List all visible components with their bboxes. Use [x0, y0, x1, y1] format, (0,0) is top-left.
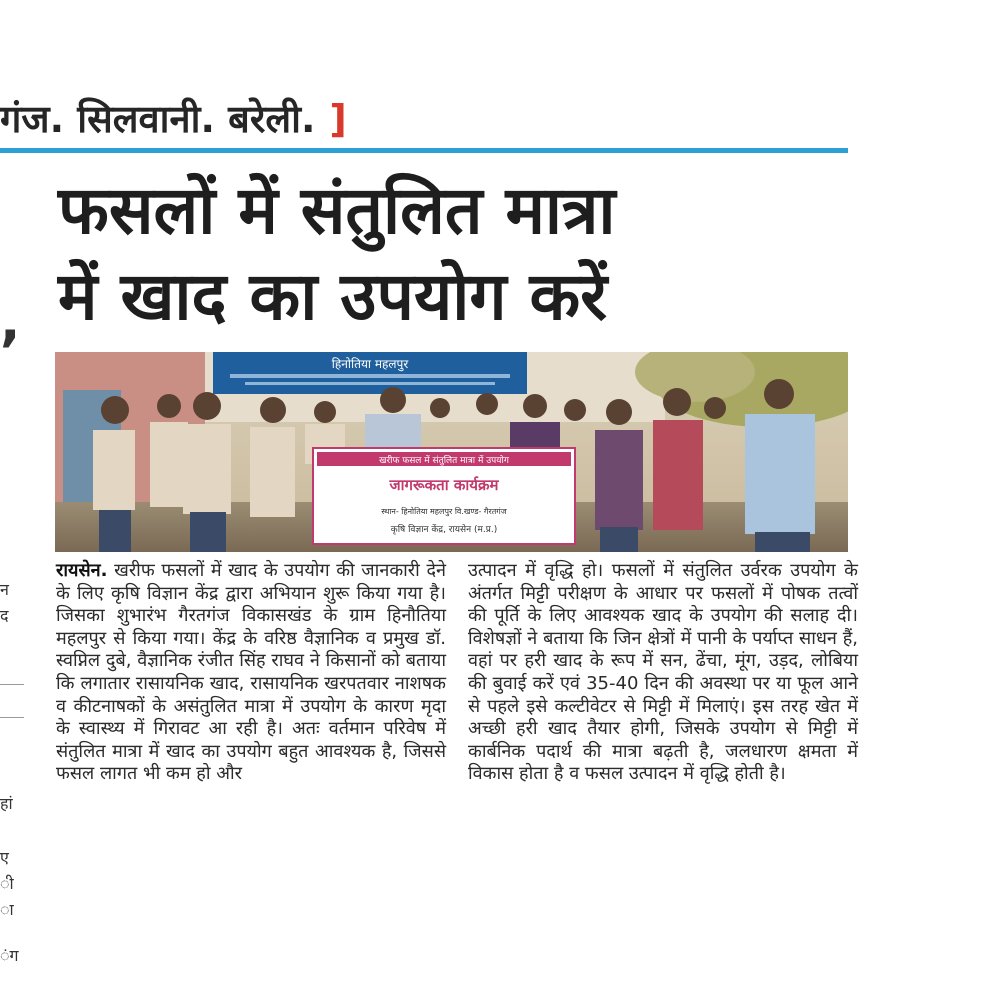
banner-line-2: जागरूकता कार्यक्रम: [389, 476, 499, 494]
banner-line-4: कृषि विज्ञान केंद्र, रायसेन (म.प्र.): [390, 525, 498, 535]
headline-line-2: में खाद का उपयोग करें: [58, 258, 608, 335]
left-fragment-7: ंग: [0, 946, 19, 965]
left-divider-1: [0, 684, 24, 685]
article-headline: [58, 168, 858, 340]
left-fragment-3: हां: [0, 794, 13, 813]
headline-line-1: फसलों में संतुलित मात्रा: [58, 172, 616, 249]
news-photo: [55, 352, 848, 552]
left-fragment-5: ी: [0, 874, 14, 893]
section-bracket: ]: [329, 97, 347, 141]
left-fragment-2: द: [0, 606, 9, 625]
article-column-left: [56, 560, 446, 786]
banner-line-3: स्थान- हिनोतिया महलपुर वि.खण्ड- गैरतगंज: [381, 507, 507, 516]
section-header: [0, 92, 347, 144]
left-fragment-4: ए: [0, 848, 9, 867]
article-column-right: [468, 560, 858, 786]
article-right-text: उत्पादन में वृद्धि हो। फसलों में संतुलित उर्वरक उपयोग के अंतर्गत मिट्टी परीक्षण के आधार पर फसलों में पोषक तत्वों की पूर्ति के लिए आवश्यक खाद के उपयोग की सलाह दी। विशेषज्ञों ने बताया कि जिन क्षेत्रों में पानी के पर्याप्त साधन हैं, वहां पर हरी खाद के रूप में सन, ढेंचा, मूंग, उड़द, लोबिया की बुवाई करें एवं 35-40 दिन की अवस्था पर या फूल आने से पहले इसे कल्टीवेटर से मिट्टी में मिलाएं। इस तरह खेत में अच्छी हरी खाद तैयार होगी, जिसके उपयोग से मिट्टी में कार्बनिक पदार्थ की मात्रा बढ़ती है, जलधारण क्षमता में विकास होता है व फसल उत्पादन में वृद्धि होती है।: [468, 560, 858, 785]
banner-line-1: खरीफ फसल में संतुलित मात्रा में उपयोग: [379, 456, 509, 466]
article-dateline: रायसेन.: [56, 560, 108, 581]
section-places: गंज. सिलवानी. बरेली.: [0, 97, 316, 141]
section-rule: [0, 148, 848, 153]
article-left-text: खरीफ फसलों में खाद के उपयोग की जानकारी देने के लिए कृषि विज्ञान केंद्र द्वारा अभियान शुरू किया गया है। जिसका शुभारंभ गैरतगंज विकासखंड के ग्राम हिनौतिया महलपुर से किया गया। केंद्र के वरिष्ठ वैज्ञानिक व प्रमुख डॉ. स्वप्निल दुबे, वैज्ञानिक रंजीत सिंह राघव ने किसानों को बताया कि लगातार रासायनिक खाद, रासायनिक खरपतवार नाशषक व कीटनाषकों के असंतुलित मात्रा में उपयोग के कारण मृदा के स्वास्थ्य में गिरावट आ रही है। अतः वर्तमान परिवेष में संतुलित मात्रा में खाद का उपयोग बहुत आवश्यक है, जिससे फसल लागत भी कम हो और: [56, 560, 446, 785]
sign-text: हिनोतिया महलपुर: [331, 357, 409, 371]
left-fragment-6: ा: [0, 900, 14, 919]
left-divider-2: [0, 717, 24, 718]
event-banner: [313, 448, 575, 544]
news-photo-illustration: [55, 352, 848, 552]
left-fragment-comma: ,: [0, 290, 21, 353]
left-fragment-1: न: [0, 580, 9, 599]
